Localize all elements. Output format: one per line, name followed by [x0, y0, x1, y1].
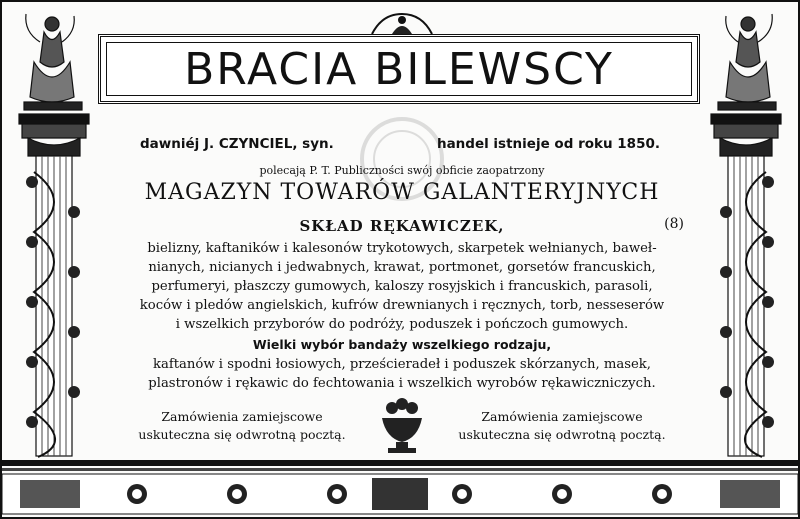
magazine-heading: MAGAZYN TOWARÓW GALANTERYJNYCH	[144, 180, 660, 205]
orders-right-line-1: Zamówienia zamiejscowe	[481, 409, 643, 424]
goods-line-3: perfumeryi, płaszczy gumowych, kaloszy rosyjskich i francuskich, parasoli,	[151, 279, 653, 294]
bandage-line-1: kaftanów i spodni łosiowych, prześcieradeł i poduszek skórzanych, masek,	[153, 357, 651, 372]
goods-line-4: koców i pledów angielskich, kufrów drewnianych i ręcznych, torb, nesseserów	[139, 298, 665, 313]
glove-store: SKŁAD RĘKAWICZEK,	[299, 217, 505, 235]
bandage-line-2: plastronów i rękawic do fechtowania i wszelkich wyrobów rękawiczniczych.	[148, 376, 656, 391]
left-column-figure-icon	[4, 2, 104, 517]
right-column-figure-icon	[696, 2, 796, 517]
goods-line-1: bielizny, kaftaników i kalesonów trykotowych, skarpetek wełnianych, baweł-	[147, 241, 657, 256]
reference-number: (8)	[664, 216, 684, 232]
header-subline	[140, 136, 660, 152]
orders-left-line-1: Zamówienia zamiejscowe	[161, 409, 323, 424]
bandage-heading: Wielki wybór bandaży wszelkiego rodzaju,	[252, 337, 552, 352]
orders-right-line-2: uskuteczna się odwrotną pocztą.	[458, 427, 666, 442]
orders-left-line-2: uskuteczna się odwrotną pocztą.	[138, 427, 346, 442]
page-title: BRACIA BILEWSCY	[184, 43, 614, 95]
goods-line-5: i wszelkich przyborów do podróży, poduszek i pończoch gumowych.	[175, 317, 629, 332]
pedestal-base	[2, 460, 798, 517]
goods-line-2: nianych, nicianych i jedwabnych, krawat, portmonet, gorsetów francuskich,	[148, 260, 656, 275]
former-owner: dawniéj J. CZYNCIEL, syn.	[140, 136, 334, 152]
title-frame	[98, 34, 700, 104]
established-since: handel istnieje od roku 1850.	[436, 136, 660, 152]
intro-text: polecają P. T. Publiczności swój obficie zaopatrzony	[259, 164, 545, 177]
urn-icon	[374, 398, 430, 456]
glove-store-row	[102, 216, 702, 235]
